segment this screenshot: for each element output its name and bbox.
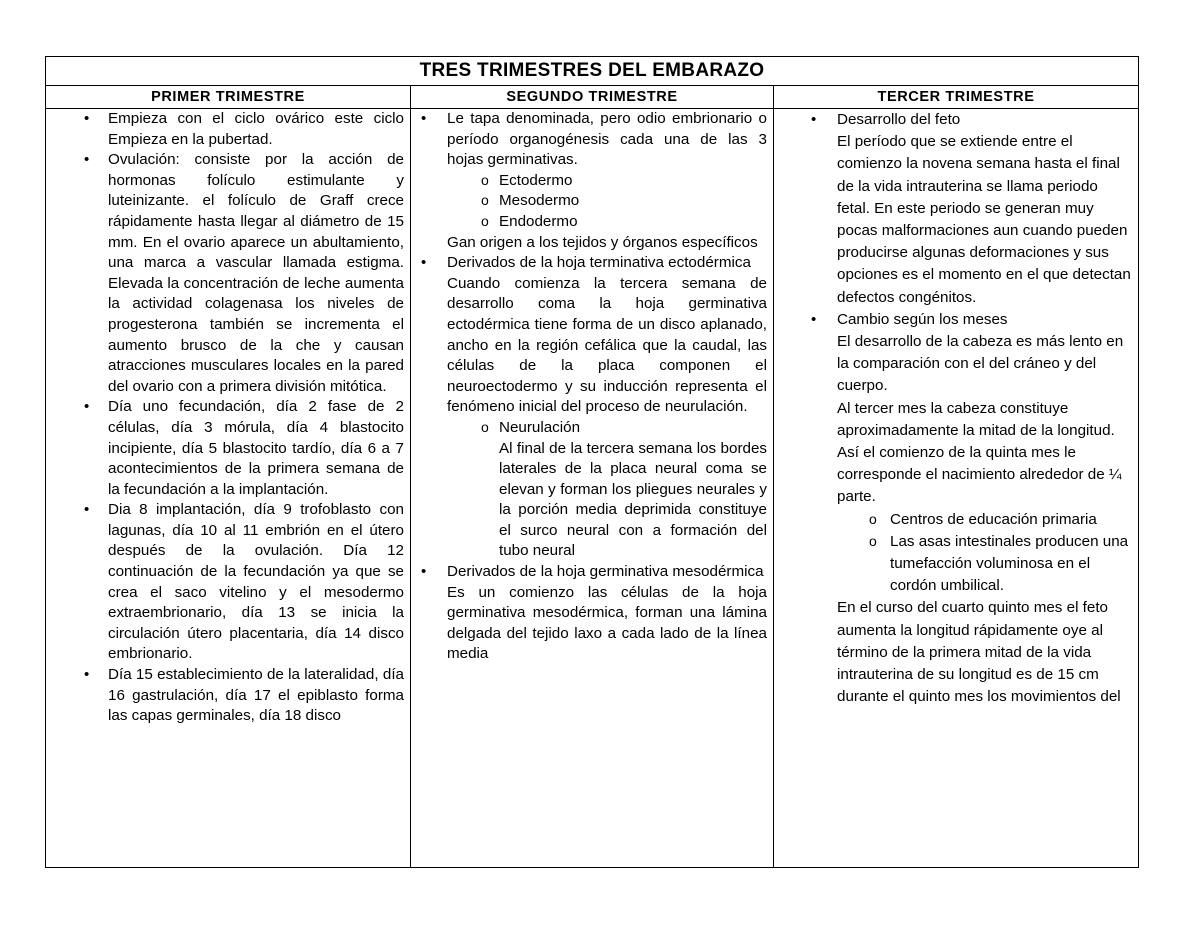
item-text: Gan origen a los tejidos y órganos específicos (447, 233, 758, 251)
sub-item-heading: o Neurulación (499, 418, 581, 436)
sub-list-item: o Ectodermo (447, 171, 767, 192)
list-item: • Día 15 establecimiento de la lateralidad, día 16 gastrulación, día 17 el epiblasto forma las capas germinales, día 18 disco (46, 665, 404, 727)
list-item: • Ovulación: consiste por la acción de hormonas folículo estimulante y luteinizante. el folículo de Graff crece rápidamente hasta llegar al diámetro de 15 mm. En el ovario aparece un abultamiento, una marca a vascular llamada estigma. Elevada la concentración de leche aumenta la actividad colagenasa los niveles de progesterona también se incrementa el aumento brusco de la che y causan atracciones musculares locales en la pared del ovario con a primera división mitótica. (46, 150, 404, 397)
list-item (411, 253, 767, 562)
third-trimester-cell (774, 109, 1139, 868)
list-item (411, 562, 767, 665)
sub-list-item (447, 418, 767, 562)
list-item: • Empieza con el ciclo ovárico este ciclo Empieza en la pubertad. (46, 109, 404, 150)
list-item: • Día uno fecundación, día 2 fase de 2 células, día 3 mórula, día 4 blastocito incipiente, día 5 blastocito tardío, día 6 a 7 acontecimientos de la primera semana de la fecundación a la implantación. (46, 397, 404, 500)
sub-list-item: o Centros de educación primaria (837, 509, 1132, 531)
table-title: TRES TRIMESTRES DEL EMBARAZO (46, 57, 1139, 86)
trimesters-table (45, 56, 1139, 868)
item-text: El período que se extiende entre el comienzo la novena semana hasta el final de la vida intrauterina se llama periodo fetal. En este periodo se generan muy pocas malformaciones aun cuando pueden producirse algunas deformaciones y sus opciones es el momento en el que detectan defectos congénitos. (837, 133, 1131, 306)
document-sheet (45, 56, 1138, 868)
second-trimester-cell (411, 109, 774, 868)
column-header-first: PRIMER TRIMESTRE (46, 86, 411, 109)
list-item: • Dia 8 implantación, día 9 trofoblasto con lagunas, día 10 al 11 embrión en el útero después de la ovulación. Día 12 continuación de la fecundación ya que se crea el saco vitelino y el mesodermo extraembrionario, día 13 se inicia la circulación útero placentaria, día 14 disco embrionario. (46, 500, 404, 665)
column-header-third: TERCER TRIMESTRE (774, 86, 1139, 109)
sub-list-item: o Mesodermo (447, 191, 767, 212)
item-heading: • Derivados de la hoja terminativa ectodérmica (447, 254, 751, 272)
column-header-second: SEGUNDO TRIMESTRE (411, 86, 774, 109)
item-text: El desarrollo de la cabeza es más lento en la comparación con el del cráneo y del cuerpo. (837, 333, 1124, 395)
list-item (774, 309, 1132, 709)
item-text: Así el comienzo de la quinta mes le corresponde el nacimiento alrededor de ¼ parte. (837, 444, 1122, 506)
sub-item-text: Al final de la tercera semana los bordes laterales de la placa neural coma se elevan y forman los pliegues neurales y la porción media deprimida constituye el surco neural con a formación del tubo neural (499, 439, 767, 560)
item-text: En el curso del cuarto quinto mes el feto aumenta la longitud rápidamente oye al término de la primera mitad de la vida intrauterina de su longitud es de 15 cm durante el quinto mes los movimientos del (837, 599, 1121, 706)
item-heading: • Cambio según los meses (837, 310, 1008, 328)
item-heading: • Desarrollo del feto (837, 111, 961, 128)
sub-list-item: o Las asas intestinales producen una tumefacción voluminosa en el cordón umbilical. (837, 531, 1132, 598)
item-text: Cuando comienza la tercera semana de desarrollo coma la hoja germinativa ectodérmica tiene forma de un disco aplanado, ancho en la región cefálica que la caudal, las células de la placa componen el neuroectodermo y su inducción representa el fenómeno inicial del proceso de neurulación. (447, 274, 767, 416)
sub-list-item: o Endodermo (447, 212, 767, 233)
item-text: • Le tapa denominada, pero odio embrionario o período organogénesis cada una de las 3 hojas germinativas. (447, 110, 767, 169)
list-item (411, 109, 767, 253)
item-heading: • Derivados de la hoja germinativa mesodérmica (447, 563, 764, 581)
item-text: Al tercer mes la cabeza constituye aproximadamente la mitad de la longitud. (837, 399, 1115, 439)
item-text: Es un comienzo las células de la hoja germinativa mesodérmica, forman una lámina delgada del tejido laxo a cada lado de la línea media (447, 583, 767, 663)
first-trimester-cell (46, 109, 411, 868)
list-item (774, 109, 1132, 309)
